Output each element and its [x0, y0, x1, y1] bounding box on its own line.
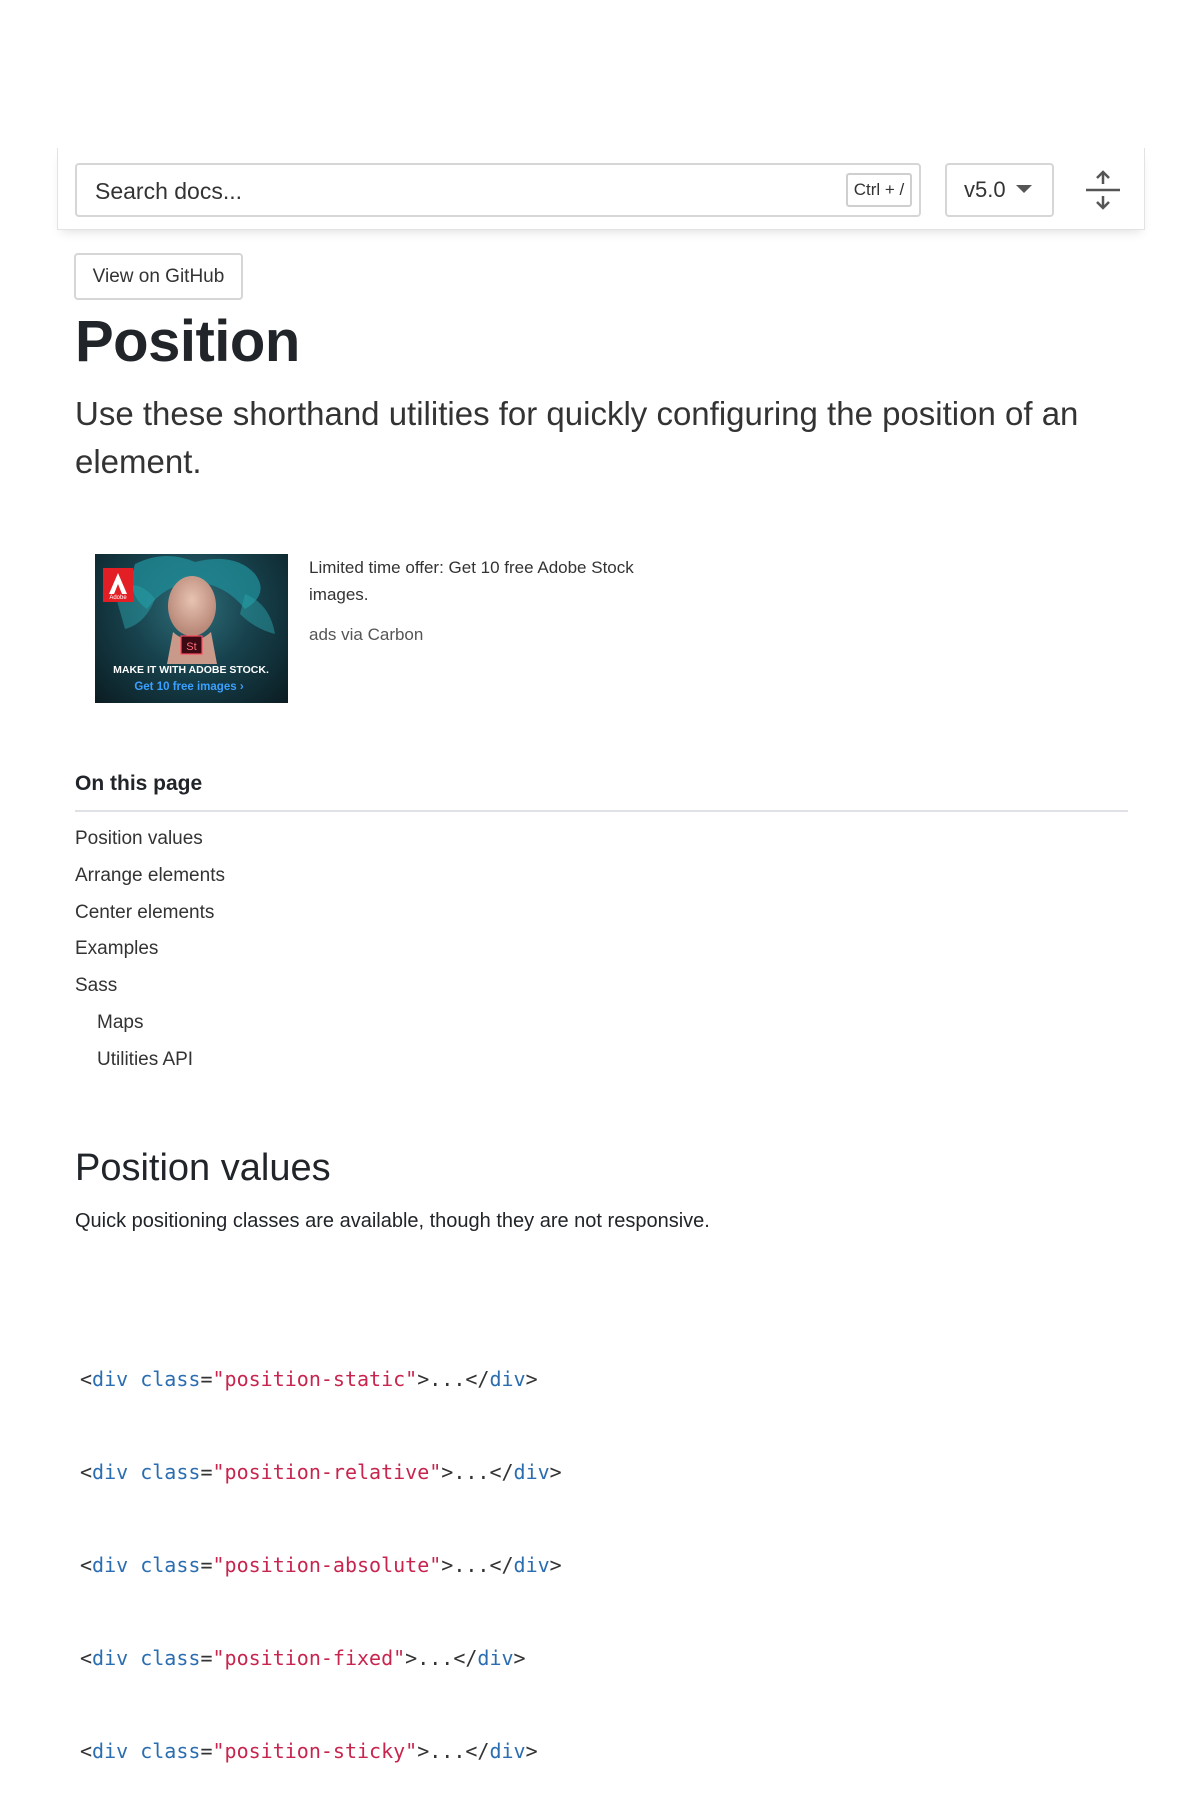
code-line: <div class="position-absolute">...</div>: [80, 1553, 562, 1577]
ad-via-carbon-link[interactable]: ads via Carbon: [309, 625, 424, 644]
ad-cta-text: Get 10 free images ›: [134, 681, 244, 693]
toc-item-maps[interactable]: Maps: [97, 1011, 144, 1033]
ad-artwork: [95, 554, 288, 703]
page-lead: Use these shorthand utilities for quickly configuring the position of an element.: [75, 395, 1079, 480]
search-shortcut-hint: Ctrl + /: [846, 173, 912, 207]
code-line: <div class="position-fixed">...</div>: [80, 1646, 526, 1670]
code-line: <div class="position-static">...</div>: [80, 1367, 538, 1391]
toc-item-arrange-elements[interactable]: Arrange elements: [75, 864, 225, 886]
search-placeholder: Search docs...: [95, 178, 243, 204]
code-content: ...: [417, 1646, 454, 1670]
search-input[interactable]: [75, 163, 921, 217]
toc-item-position-values[interactable]: Position values: [75, 828, 203, 849]
code-class-value: position-absolute: [224, 1553, 430, 1577]
version-label: v5.0: [964, 177, 1006, 202]
code-class-value: position-static: [224, 1367, 406, 1391]
code-content: ...: [453, 1460, 490, 1484]
toc-item-utilities-api[interactable]: Utilities API: [97, 1048, 194, 1070]
caret-down-icon: [1016, 185, 1032, 193]
ad-headline-text: MAKE IT WITH ADOBE STOCK.: [113, 664, 269, 676]
code-class-value: position-sticky: [224, 1739, 406, 1763]
code-class-value: position-fixed: [224, 1646, 394, 1670]
code-class-value: position-relative: [224, 1460, 430, 1484]
code-content: ...: [429, 1739, 466, 1763]
section-heading: Position values: [75, 1147, 331, 1189]
page-title: Position: [75, 309, 300, 374]
version-dropdown[interactable]: [945, 163, 1054, 217]
toc-item-examples[interactable]: Examples: [75, 938, 159, 960]
code-line: <div class="position-relative">...</div>: [80, 1460, 562, 1484]
view-on-github-button[interactable]: View on GitHub: [74, 253, 243, 300]
code-block: [80, 1302, 562, 1798]
toc-divider: [75, 810, 1128, 812]
ad-image[interactable]: [95, 554, 288, 703]
ad-brand-text: Adobe: [109, 595, 127, 601]
code-content: ...: [453, 1553, 490, 1577]
expand-collapse-icon[interactable]: [1083, 168, 1123, 212]
section-description: Quick positioning classes are available, though they are not responsive.: [75, 1210, 710, 1232]
toc-item-center-elements[interactable]: Center elements: [75, 901, 215, 923]
ad-text-link[interactable]: Limited time offer: Get 10 free Adobe Stock images.: [309, 558, 634, 604]
toc-item-sass[interactable]: Sass: [75, 975, 118, 997]
code-content: ...: [429, 1367, 466, 1391]
search-bar-header: [57, 148, 1145, 230]
ad-badge-text: St: [186, 641, 197, 653]
toc-heading: On this page: [75, 772, 203, 795]
toc-list: [75, 825, 225, 1083]
code-line: <div class="position-sticky">...</div>: [80, 1739, 538, 1763]
